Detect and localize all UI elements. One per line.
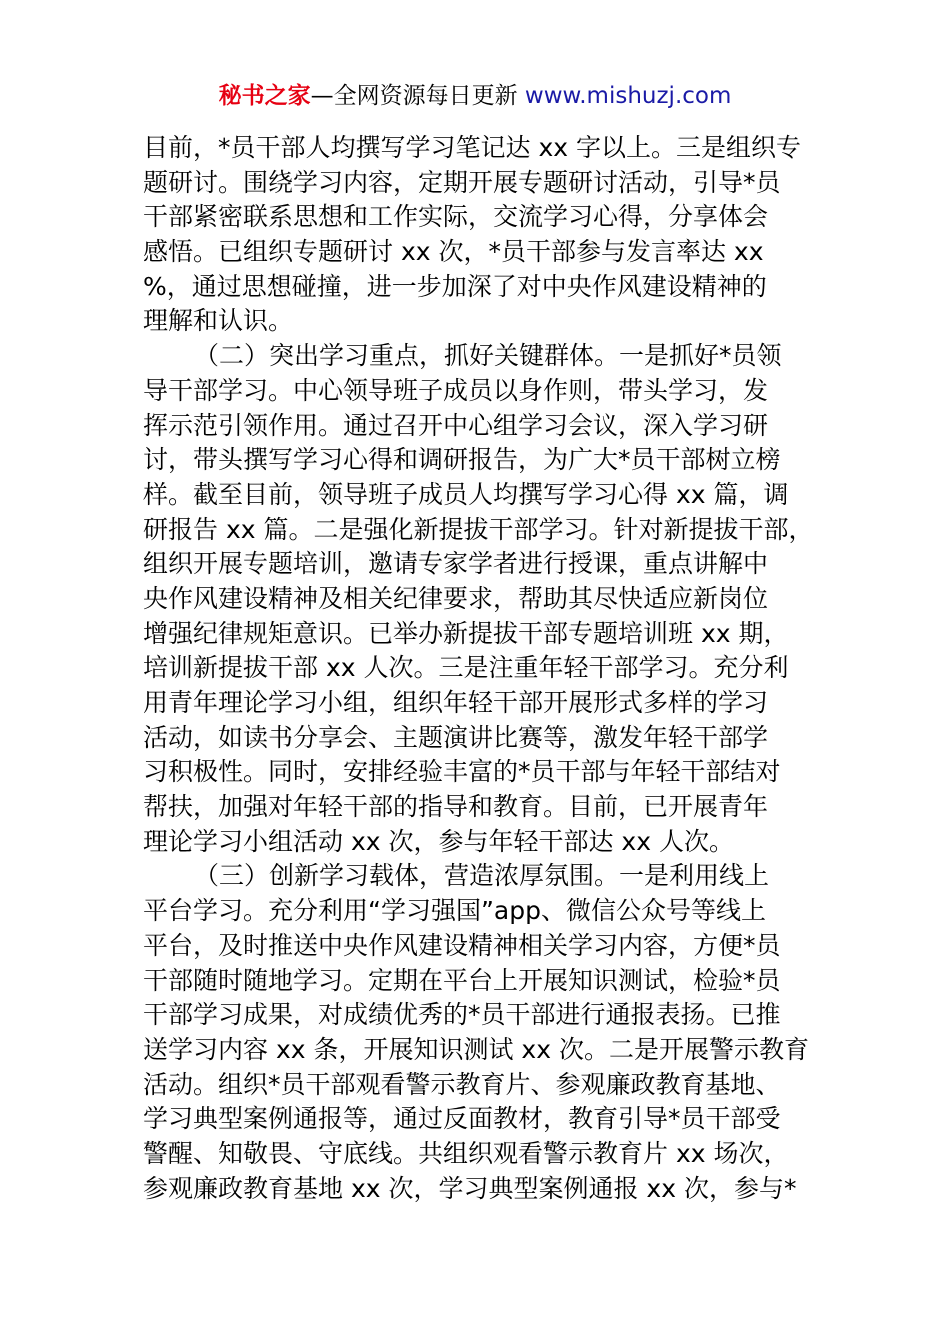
text-line: 理解和认识。 — [143, 306, 294, 336]
text-line: 培训新提拔干部 xx 人次。三是注重年轻干部学习。充分利 — [143, 653, 789, 683]
section-heading-line: （二）突出学习重点，抓好关键群体。一是抓好*员领 — [194, 341, 782, 371]
brand-name: 秘书之家 — [218, 83, 311, 109]
text-line: 样。截至目前，领导班子成员人均撰写学习心得 xx 篇，调 — [143, 479, 789, 509]
text-line: %，通过思想碰撞，进一步加深了对中央作风建设精神的 — [143, 271, 767, 301]
text-line: 活动。组织*员干部观看警示教育片、参观廉政教育基地、 — [143, 1069, 781, 1099]
text-line: 平台，及时推送中央作风建设精神相关学习内容，方便*员 — [143, 930, 781, 960]
text-line: 央作风建设精神及相关纪律要求，帮助其尽快适应新岗位 — [143, 583, 769, 613]
text-line: 干部紧密联系思想和工作实际，交流学习心得，分享体会 — [143, 202, 769, 232]
text-line: 目前，*员干部人均撰写学习笔记达 xx 字以上。三是组织专 — [143, 133, 801, 162]
text-line: 干部随时随地学习。定期在平台上开展知识测试，检验*员 — [143, 965, 781, 995]
text-line: 理论学习小组活动 xx 次，参与年轻干部达 xx 人次。 — [143, 826, 734, 856]
text-line: 组织开展专题培训，邀请专家学者进行授课，重点讲解中 — [143, 549, 769, 579]
text-line: 送学习内容 xx 条，开展知识测试 xx 次。二是开展警示教育 — [143, 1034, 809, 1064]
text-line: 挥示范引领作用。通过召开中心组学习会议，深入学习研 — [143, 410, 769, 440]
text-line: 题研讨。围绕学习内容，定期开展专题研讨活动，引导*员 — [143, 167, 781, 197]
section-heading-line: （三）创新学习载体，营造浓厚氛围。一是利用线上 — [194, 861, 770, 891]
text-line: 导干部学习。中心领导班子成员以身作则，带头学习，发 — [143, 375, 769, 405]
text-line: 感悟。已组织专题研讨 xx 次，*员干部参与发言率达 xx — [143, 237, 764, 267]
text-line: 参观廉政教育基地 xx 次，学习典型案例通报 xx 次，参与* — [143, 1173, 797, 1203]
text-line: 帮扶，加强对年轻干部的指导和教育。目前，已开展青年 — [143, 792, 769, 822]
text-line: 活动，如读书分享会、主题演讲比赛等，激发年轻干部学 — [143, 722, 769, 752]
text-line: 干部学习成果，对成绩优秀的*员干部进行通报表扬。已推 — [143, 1000, 781, 1030]
text-line: 习积极性。同时，安排经验丰富的*员干部与年轻干部结对 — [143, 757, 781, 787]
document-body — [143, 131, 823, 1206]
text-line: 平台学习。充分利用“学习强国”app、微信公众号等线上 — [143, 896, 766, 926]
text-line: 学习典型案例通报等，通过反面教材，教育引导*员干部受 — [143, 1104, 781, 1134]
header-slogan: —全网资源每日更新 — [310, 83, 525, 109]
text-line: 用青年理论学习小组，组织年轻干部开展形式多样的学习 — [143, 688, 769, 717]
text-line: 警醒、知敬畏、守底线。共组织观看警示教育片 xx 场次， — [143, 1138, 789, 1168]
text-line: 增强纪律规矩意识。已举办新提拔干部专题培训班 xx 期， — [143, 618, 789, 648]
site-header — [0, 80, 950, 112]
text-line: 讨，带头撰写学习心得和调研报告，为广大*员干部树立榜 — [143, 445, 781, 475]
text-line: 研报告 xx 篇。二是强化新提拔干部学习。针对新提拔干部， — [143, 514, 814, 544]
site-url-link[interactable]: www.mishuzj.com — [524, 83, 732, 109]
